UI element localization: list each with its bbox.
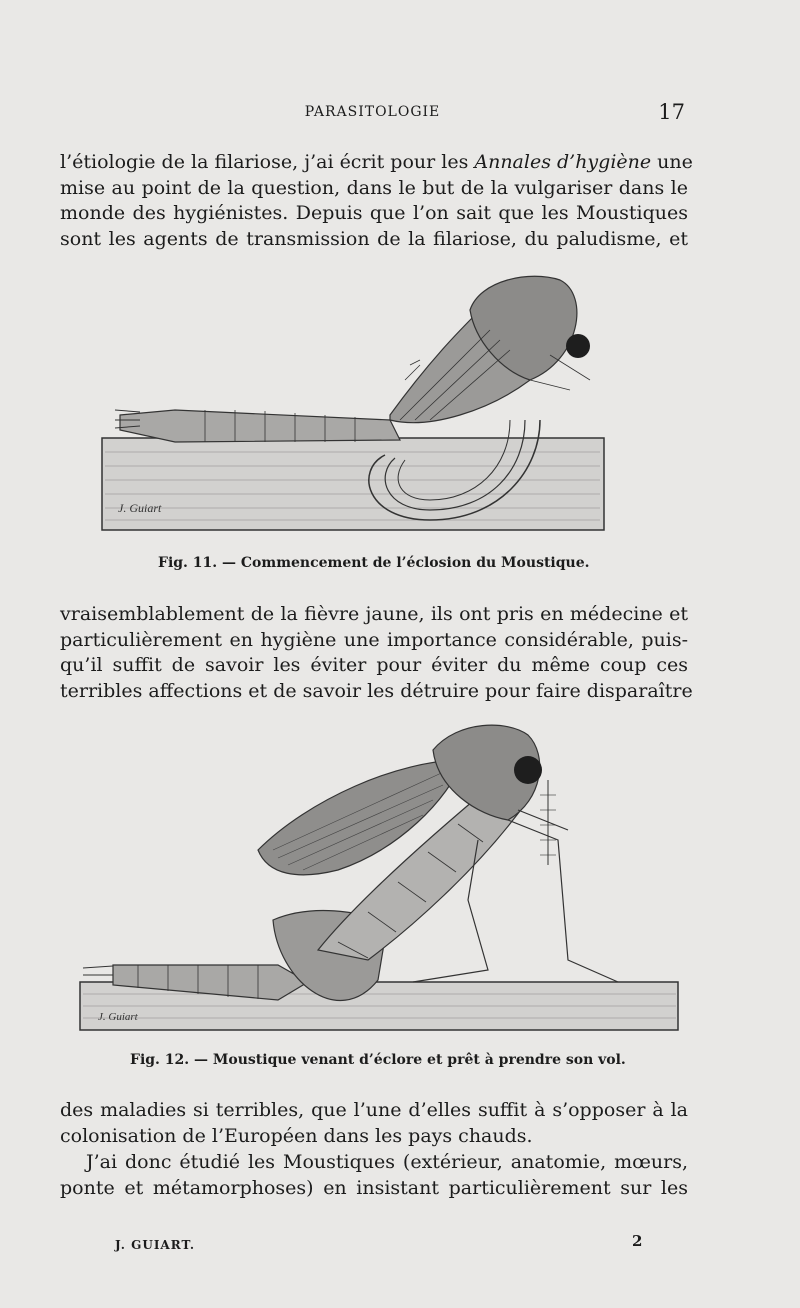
page-number: 17	[658, 100, 685, 124]
figure-12-caption-text: — Moustique venant d’éclore et prêt à prendre son vol.	[189, 1052, 626, 1068]
paragraph-4-line-2: ponte et métamorphoses) en insistant particulièrement sur les	[60, 1176, 688, 1199]
engraver-signature: J. Guiart	[98, 1011, 138, 1023]
paragraph-2-line-2: particulièrement en hygiène une importance considérable, puis-	[60, 628, 688, 651]
mosquito-eye	[514, 756, 542, 784]
paragraph-1	[60, 150, 693, 252]
engraver-signature: J. Guiart	[118, 501, 162, 515]
text-run: l’étiologie de la filariose, j’ai écrit pour les	[60, 151, 475, 173]
figure-12-label: Fig. 12.	[130, 1052, 190, 1068]
emerging-mosquito	[115, 276, 590, 428]
figure-12-caption	[130, 1052, 626, 1068]
paragraph-3	[60, 1098, 688, 1149]
signature-number: 2	[632, 1232, 643, 1250]
figure-11-caption-text: — Commencement de l’éclosion du Moustique.	[217, 555, 590, 571]
paragraph-2-line-4: terribles affections et de savoir les détruire pour faire disparaître	[60, 679, 693, 702]
pupa-tail	[83, 966, 113, 975]
journal-title: Annales d’hygiène	[474, 151, 652, 173]
running-title: PARASITOLOGIE	[304, 104, 441, 120]
paragraph-3-line-2: colonisation de l’Européen dans les pays chauds.	[60, 1124, 533, 1147]
footer-signature: J. GUIART.	[115, 1238, 196, 1252]
paragraph-1-line-4: sont les agents de transmission de la filariose, du paludisme, et	[60, 227, 688, 250]
paragraph-1-line-2: mise au point de la question, dans le but de la vulgariser dans le	[60, 176, 688, 199]
figure-11-illustration	[100, 270, 610, 535]
paragraph-1-line-3: monde des hygiénistes. Depuis que l’on sait que les Moustiques	[60, 202, 688, 225]
running-head	[60, 100, 685, 130]
text-run: une	[651, 151, 693, 173]
paragraph-2-line-3: qu’il suffit de savoir les éviter pour éviter du même coup ces	[60, 654, 688, 677]
figure-11-label: Fig. 11.	[158, 555, 218, 571]
mosquito-eye	[566, 334, 590, 358]
figure-11-caption	[158, 555, 589, 571]
paragraph-3-line-1: des maladies si terribles, que l’une d’elles suffit à s’opposer à la	[60, 1099, 688, 1121]
paragraph-1-line-1	[60, 150, 693, 176]
paragraph-2	[60, 602, 693, 704]
figure-12-illustration	[78, 720, 683, 1035]
paragraph-4-line-1: J’ai donc étudié les Moustiques (extérieur, anatomie, mœurs,	[86, 1151, 688, 1173]
paragraph-4	[60, 1150, 688, 1201]
paragraph-2-line-1: vraisemblablement de la fièvre jaune, ils ont pris en médecine et	[60, 603, 688, 625]
